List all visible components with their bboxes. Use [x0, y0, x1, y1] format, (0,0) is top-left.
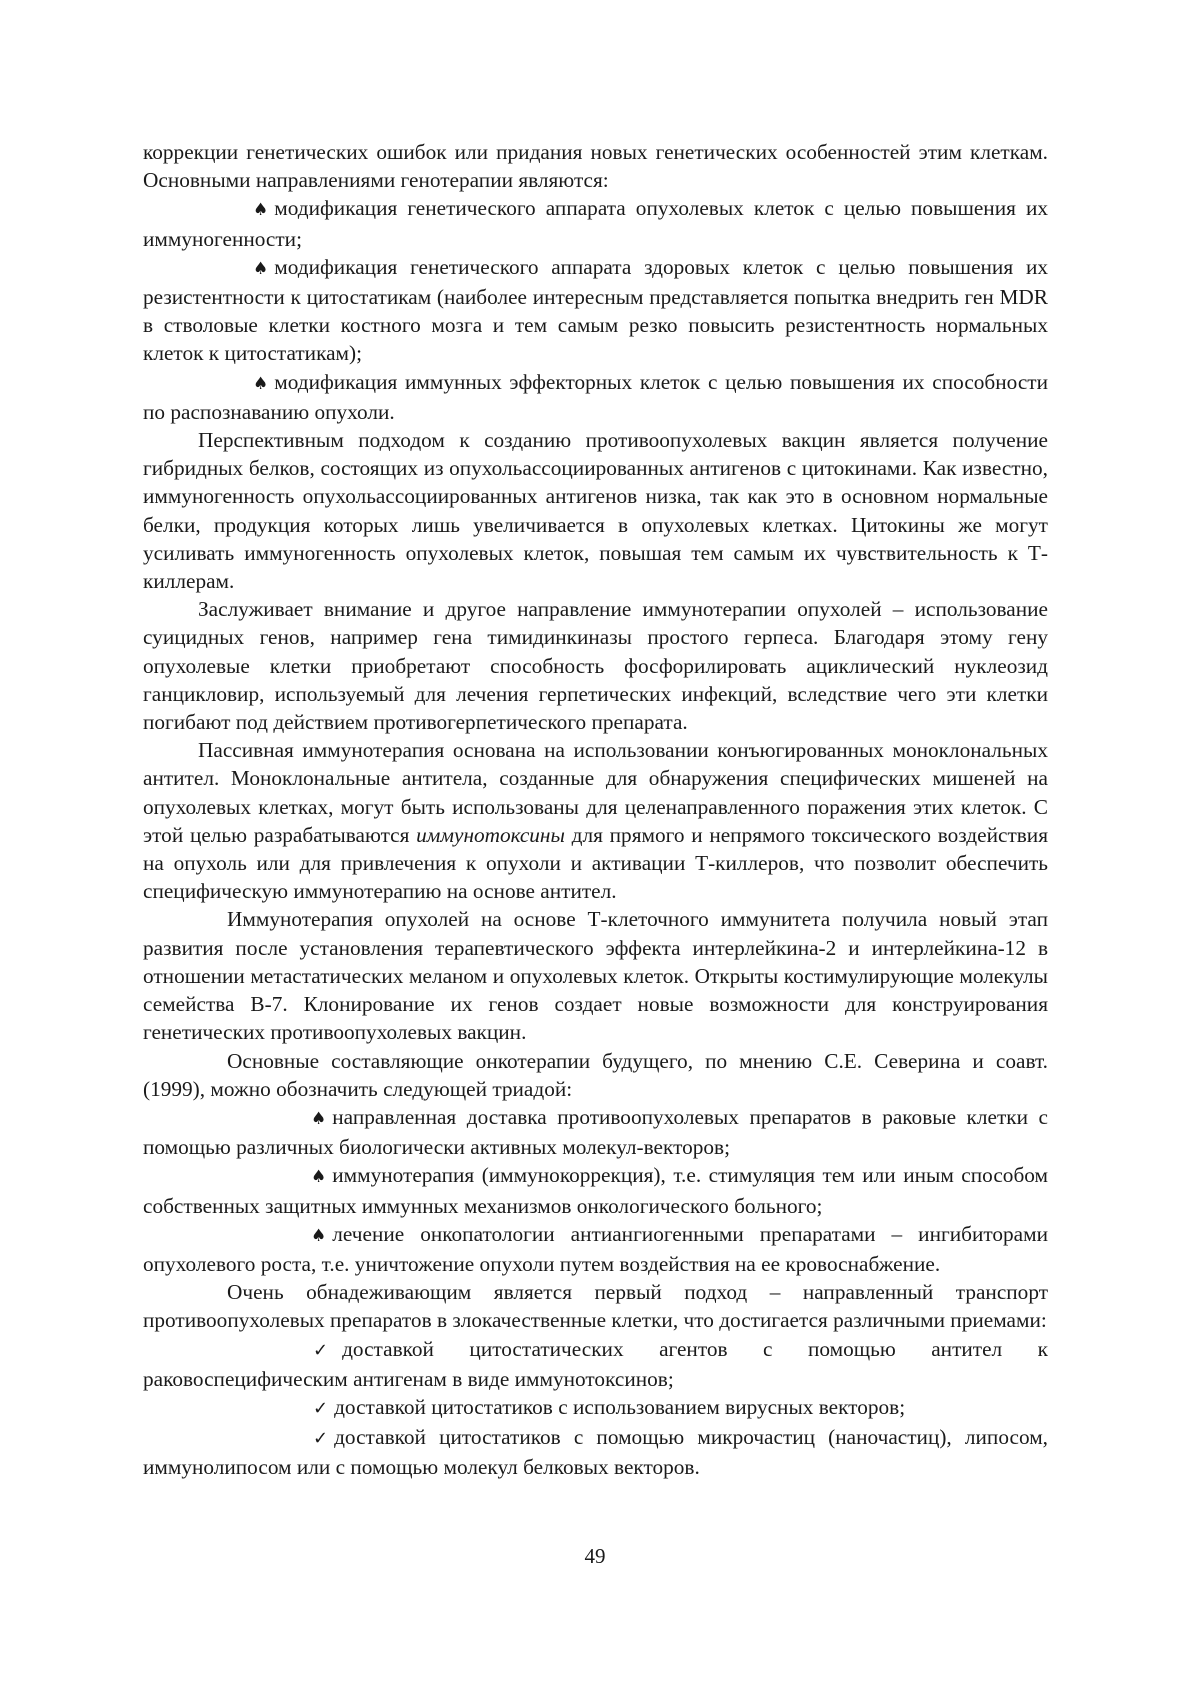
- bullet-item-healthy-cells-resistance: [143, 253, 1048, 368]
- spade-bullet-icon: ♠: [311, 1108, 327, 1129]
- checkmark-icon: ✓: [313, 1397, 329, 1419]
- bullet-text: иммунотерапия (иммунокоррекция), т.е. стимуляция тем или иным способом собственных защитных иммунных механизмов онкологического больного;: [143, 1163, 1048, 1218]
- spade-bullet-icon: ♠: [253, 200, 269, 221]
- checkmark-icon: ✓: [313, 1428, 329, 1450]
- check-item-antibody-delivery: [143, 1335, 1048, 1393]
- bullet-item-antiangiogenic: [143, 1220, 1048, 1278]
- bullet-item-tumor-immunogenicity: [143, 194, 1048, 252]
- paragraph-oncotherapy-triad: Основные составляющие онкотерапии будущего, по мнению С.Е. Северина и соавт. (1999), можно обозначить следующей триадой:: [143, 1048, 1048, 1101]
- page-number: 49: [584, 1544, 606, 1568]
- bullet-text: направленная доставка противоопухолевых препаратов в раковые клетки с помощью различных биологически активных молекул-векторов;: [143, 1104, 1048, 1160]
- document-page-body: [143, 138, 1048, 1482]
- bullet-item-targeted-delivery: [143, 1103, 1048, 1161]
- paragraph-passive-immunotherapy: [143, 736, 1048, 905]
- spade-bullet-icon: ♠: [253, 373, 269, 394]
- check-item-microparticles: [143, 1423, 1048, 1481]
- bullet-item-immunocorrection: [143, 1161, 1048, 1219]
- paragraph-text: для прямого и непрямого токсического воздействия на опухоль или для привлечения к опухоли и активации Т-киллеров, что позволит обеспечить специфическую иммунотерапию на основе антител.: [143, 822, 1048, 904]
- bullet-text: модификация генетического аппарата здоровых клеток с целью повышения их резистентности к цитостатикам (наиболее интересным представляется попытка внедрить ген MDR в стволовые клетки костного мозга и тем самым резко повысить резистентность нормальных клеток к цитостатикам);: [143, 254, 1048, 366]
- check-item-text: доставкой цитостатиков с использованием вирусных векторов;: [334, 1394, 906, 1419]
- paragraph-hybrid-proteins: Перспективным подходом к созданию противоопухолевых вакцин является получение гибридных белков, состоящих из опухольассоциированных антигенов с цитокинами. Как известно, иммуногенность опухольассоциированных антигенов низка, так как это в основном нормальные белки, продукция которых лишь увеличивается в опухолевых клетках. Цитокины же могут усиливать иммуногенность опухолевых клеток, повышая тем самым их чувствительность к Т-киллерам.: [143, 428, 1048, 594]
- paragraph-suicide-genes: Заслуживает внимание и другое направление иммунотерапии опухолей – использование суицидных генов, например гена тимидинкиназы простого герпеса. Благодаря этому гену опухолевые клетки приобретают способность фосфорилировать ациклический нуклеозид ганцикловир, используемый для лечения герпетических инфекций, вследствие чего эти клетки погибают под действием противогерпетического препарата.: [143, 597, 1048, 735]
- bullet-text: модификация генетического аппарата опухолевых клеток с целью повышения их иммуногенности;: [143, 196, 1048, 251]
- bullet-item-effector-cells: [143, 368, 1048, 426]
- bullet-text: лечение онкопатологии антиангиогенными препаратами – ингибиторами опухолевого роста, т.е. уничтожение опухоли путем воздействия на ее кровоснабжение.: [143, 1221, 1048, 1276]
- checkmark-icon: ✓: [313, 1339, 329, 1361]
- bullet-text: модификация иммунных эффекторных клеток с целью повышения их способности по распознаванию опухоли.: [143, 369, 1048, 424]
- check-item-viral-vectors: [143, 1393, 1048, 1423]
- italic-term: иммунотоксины: [416, 822, 565, 847]
- check-item-text: доставкой цитостатиков с помощью микрочастиц (наночастиц), липосом, иммунолипосом или с помощью молекул белковых векторов.: [143, 1425, 1048, 1480]
- spade-bullet-icon: ♠: [311, 1225, 327, 1246]
- paragraph-text: Пассивная иммунотерапия основана на использовании конъюгированных моноклональных антител. Моноклональные антитела, созданные для обнаружения специфических мишеней на опухолевых клетках, могут быть использованы для целенаправленного поражения этих клеток. С этой целью разрабатываются: [143, 738, 1048, 847]
- paragraph-t-cell-immunotherapy: Иммунотерапия опухолей на основе Т-клеточного иммунитета получила новый этап развития после установления терапевтического эффекта интерлейкина-2 и интерлейкина-12 в отношении метастатических меланом и опухолевых клеток. Открыты костимулирующие молекулы семейства В-7. Клонирование их генов создает новые возможности для конструирования генетических противоопухолевых вакцин.: [143, 907, 1048, 1045]
- paragraph-genotherapy-intro: коррекции генетических ошибок или придания новых генетических особенностей этим клеткам. Основными направлениями генотерапии являются:: [143, 140, 1048, 193]
- paragraph-first-approach: Очень обнадеживающим является первый подход – направленный транспорт противоопухолевых препаратов в злокачественные клетки, что достигается различными приемами:: [143, 1280, 1048, 1333]
- check-item-text: доставкой цитостатических агентов с помощью антител к раковоспецифическим антигенам в виде иммунотоксинов;: [143, 1336, 1048, 1391]
- spade-bullet-icon: ♠: [253, 258, 269, 279]
- spade-bullet-icon: ♠: [311, 1167, 327, 1188]
